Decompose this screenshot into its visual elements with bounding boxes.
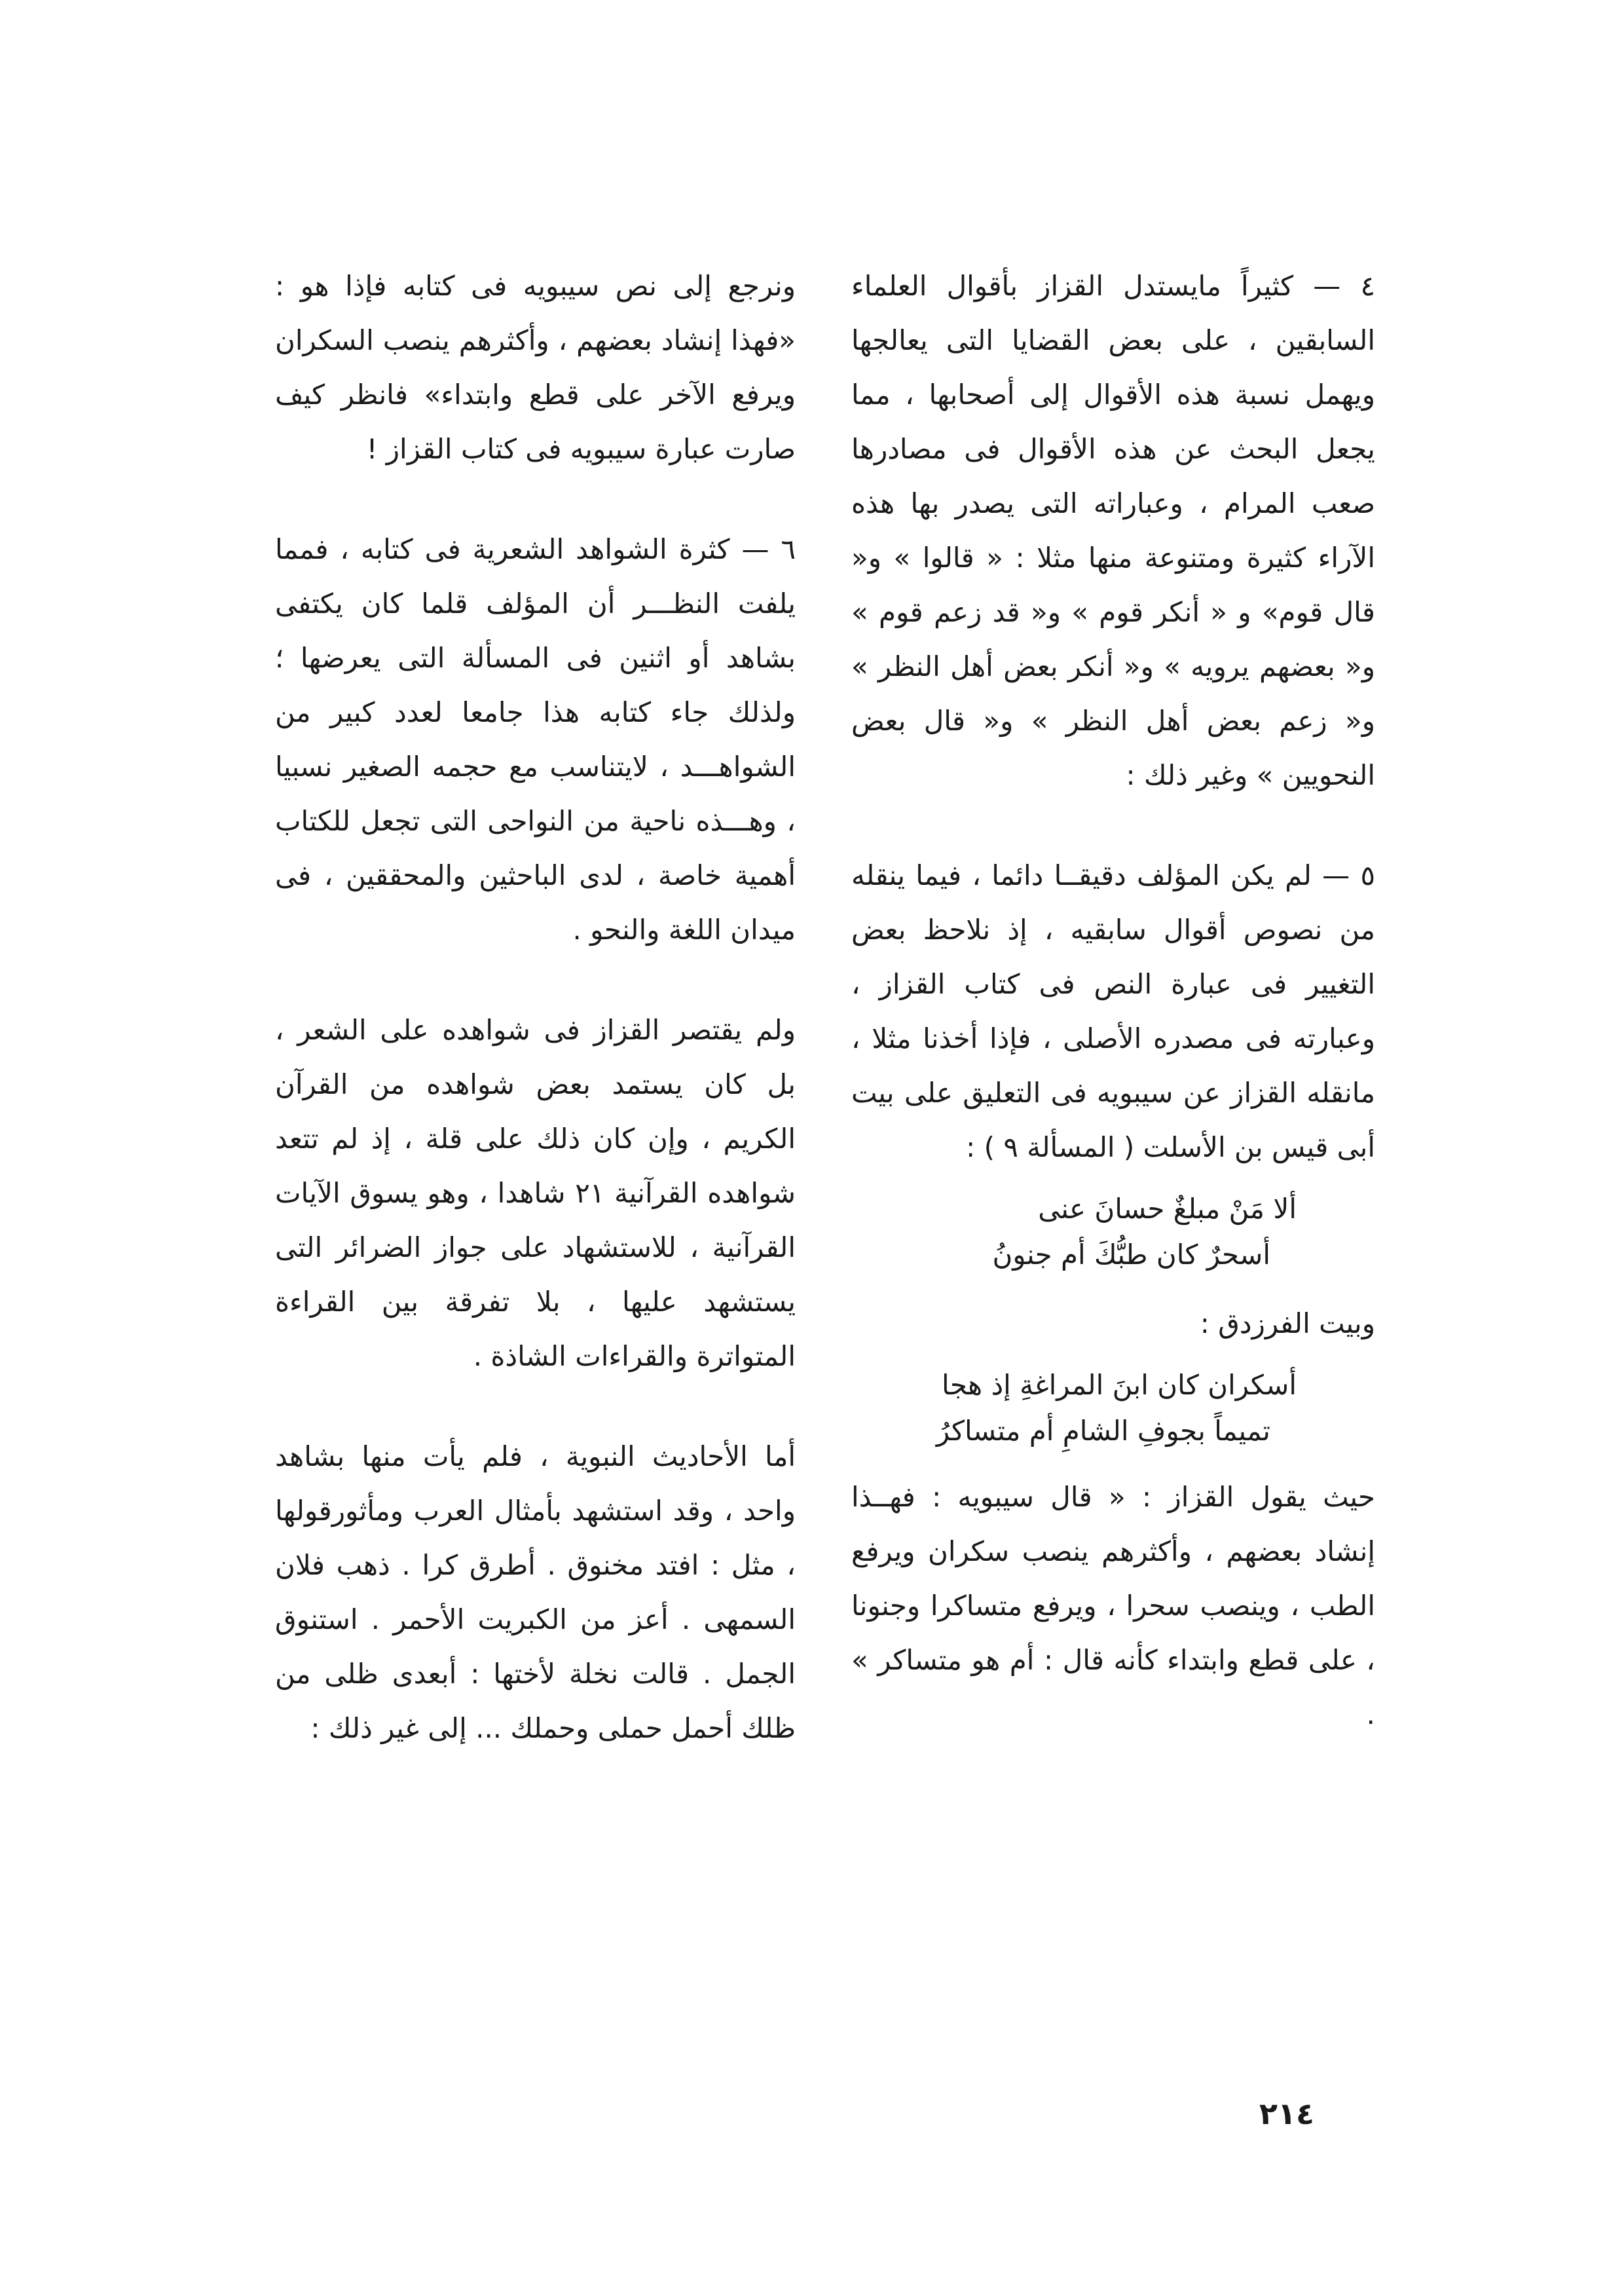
verse-abu-qays — [851, 1186, 1375, 1278]
page-number: ٢١٤ — [1259, 2096, 1315, 2131]
paragraph-hadith-proverbs: أما الأحاديث النبوية ، فلم يأت منها بشاهد واحد ، وقد استشهد بأمثال العرب ومأثورقولها ، مثل : افتد مخنوق . أطرق كرا . ذهب فلان السمهى . أعز من الكبريت الأحمر . استنوق الجمل . قالت نخلة لأختها : أبعدى ظلى من ظلك أحمل حملى وحملك ... إلى غير ذلك : — [275, 1440, 796, 1744]
verse-farazdaq — [851, 1362, 1375, 1454]
paragraph-point-4: ٤ — كثيراً مايستدل القزاز بأقوال العلماء السابقين ، على بعض القضايا التى يعالجها ويهمل نسبة هذه الأقوال إلى أصحابها ، مما يجعل البحث عن هذه الأقوال فى مصادرها صعب المرام ، وعباراته التى يصدر بها هذه الآراء كثيرة ومتنوعة منها مثلا : « قالوا » و« قال قوم» و « أنكر قوم » و« قد زعم قوم » و« بعضهم يرويه » و« أنكر بعض أهل النظر » و« زعم بعض أهل النظر » و« قال بعض النحويين » وغير ذلك : — [851, 270, 1375, 791]
left-column — [275, 259, 796, 1755]
paragraph-point-6: ٦ — كثرة الشواهد الشعرية فى كتابه ، فمما يلفت النظـــر أن المؤلف قلما كان يكتفى بشاهد أو اثنين فى المسألة التى يعرضها ؛ ولذلك جاء كتابه هذا جامعا لعدد كبير من الشواهـــد ، لايتناسب مع حجمه الصغير نسبيا ، وهـــذه ناحية من النواحى التى تجعل للكتاب أهمية خاصة ، لدى الباحثين والمحققين ، فى ميدان اللغة والنحو . — [275, 533, 796, 946]
paragraph-quran-witnesses: ولم يقتصر القزاز فى شواهده على الشعر ، بل كان يستمد بعض شواهده من القرآن الكريم ، وإن كان ذلك على قلة ، إذ لم تتعد شواهده القرآنية ٢١ شاهدا ، وهو يسوق الآيات القرآنية ، للاستشهاد على جواز الضرائر التى يستشهد عليها ، بلا تفرقة بين القراءة المتواترة والقراءات الشاذة . — [275, 1014, 796, 1372]
paragraph-point-5: ٥ — لم يكن المؤلف دقيقــا دائما ، فيما ينقله من نصوص أقوال سابقيه ، إذ نلاحظ بعض التغيير فى عبارة النص فى كتاب القزاز ، وعبارته فى مصدره الأصلى ، فإذا أخذنا مثلا ، مانقله القزاز عن سيبويه فى التعليق على بيت أبى قيس بن الأسلت ( المسألة ٩ ) : — [851, 859, 1375, 1163]
verse-hemistich: تميماً بجوفِ الشامِ أم متساكرُ — [936, 1415, 1270, 1447]
right-column — [851, 259, 1375, 1742]
verse-hemistich: أسحرٌ كان طبُّكَ أم جنونُ — [992, 1239, 1270, 1271]
verse-hemistich: أسكران كان ابنَ المراغةِ إذ هجا — [942, 1369, 1297, 1401]
paragraph-sibawayh-quote: حيث يقول القزاز : « قال سيبويه : فهــذا إنشاد بعضهم ، وأكثرهم ينصب سكران ويرفع الطب ، وينصب سحرا ، ويرفع متساكرا وجنونا ، على قطع وابتداء كأنه قال : أم هو متساكر » . — [851, 1481, 1375, 1730]
verse-hemistich: ألا مَنْ مبلغٌ حسانَ عنى — [1038, 1193, 1297, 1225]
verse-label-farazdaq: وبيت الفرزدق : — [1200, 1307, 1375, 1339]
paragraph-sibawayh-text: ونرجع إلى نص سيبويه فى كتابه فإذا هو : «فهذا إنشاد بعضهم ، وأكثرهم ينصب السكران ويرفع الآخر على قطع وابتداء» فانظر كيف صارت عبارة سيبويه فى كتاب القزاز ! — [275, 270, 796, 465]
